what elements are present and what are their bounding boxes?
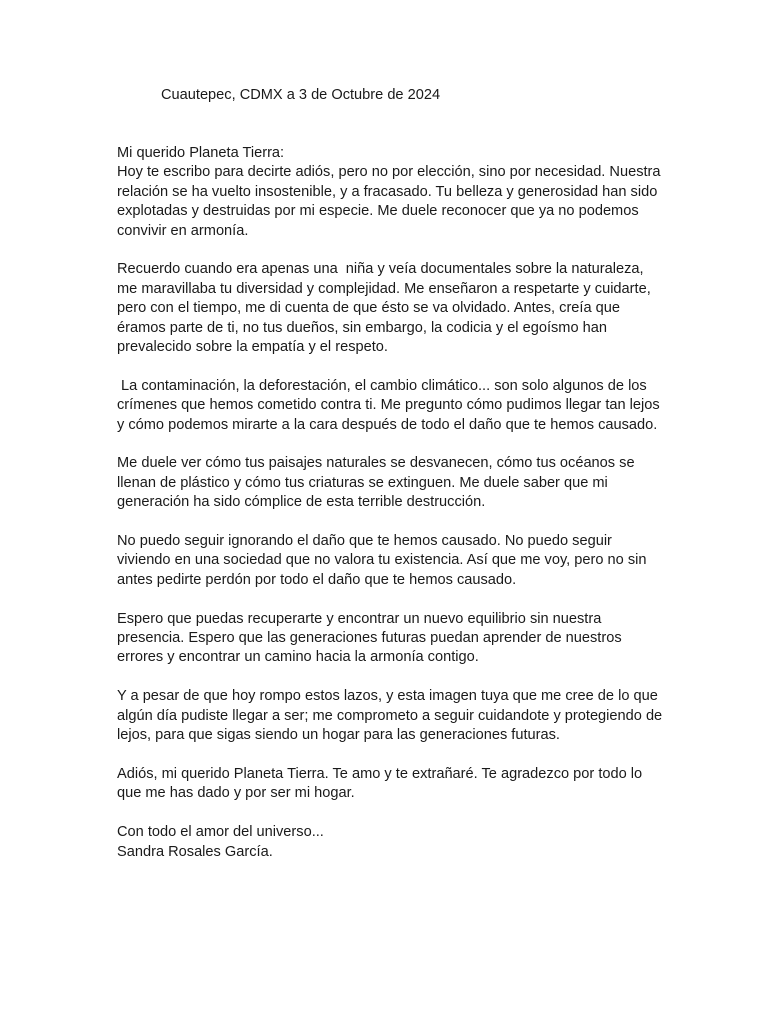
salutation: Mi querido Planeta Tierra: bbox=[117, 145, 285, 161]
paragraph-line: La contaminación, la deforestación, el cambio climático... son solo algunos de los bbox=[117, 377, 647, 394]
paragraph-line: errores y encontrar un camino hacia la armonía contigo. bbox=[117, 649, 479, 666]
paragraph-8 bbox=[117, 765, 657, 804]
paragraph-line: Adiós, mi querido Planeta Tierra. Te amo y te extrañaré. Te agradezco por todo lo bbox=[117, 765, 643, 782]
paragraph-line: Me duele ver cómo tus paisajes naturales se desvanecen, cómo tus océanos se bbox=[117, 455, 635, 472]
paragraph-line: relación se ha vuelto insostenible, y a fracasado. Tu belleza y generosidad han sido bbox=[117, 183, 658, 200]
paragraph-line: me maravillaba tu diversidad y complejidad. Me enseñaron a respetarte y cuidarte, bbox=[117, 280, 651, 297]
paragraph-7 bbox=[117, 687, 663, 745]
paragraph-line: prevalecido sobre la empatía y el respeto. bbox=[117, 339, 388, 356]
place-date-line: Cuautepec, CDMX a 3 de Octubre de 2024 bbox=[161, 87, 441, 103]
closing-line: Con todo el amor del universo... bbox=[117, 824, 324, 841]
paragraph-line: Hoy te escribo para decirte adiós, pero no por elección, sino por necesidad. Nuestra bbox=[117, 164, 661, 181]
paragraph-line: que me has dado y por ser mi hogar. bbox=[117, 785, 355, 802]
paragraph-line: Espero que puedas recuperarte y encontrar un nuevo equilibrio sin nuestra bbox=[117, 610, 602, 627]
paragraph-1 bbox=[117, 163, 661, 241]
paragraph-5 bbox=[117, 532, 657, 590]
paragraph-line: algún día pudiste llegar a ser; me comprometo a seguir cuidandote y protegiendo de bbox=[117, 707, 663, 724]
paragraph-3 bbox=[117, 377, 660, 435]
paragraph-line: crímenes que hemos cometido contra ti. Me pregunto cómo pudimos llegar tan lejos bbox=[117, 397, 660, 414]
paragraph-line: convivir en armonía. bbox=[117, 222, 249, 239]
paragraph-line: pero con el tiempo, me di cuenta de que ésto se va olvidado. Antes, creía que bbox=[117, 300, 620, 317]
paragraph-line: éramos parte de ti, no tus dueños, sin embargo, la codicia y el egoísmo han bbox=[117, 319, 607, 336]
paragraph-2 bbox=[117, 260, 657, 357]
paragraph-4 bbox=[117, 454, 657, 512]
signature: Sandra Rosales García. bbox=[117, 843, 273, 860]
paragraph-line: viviendo en una sociedad que no valora tu existencia. Así que me voy, pero no sin bbox=[117, 552, 647, 569]
closing-block bbox=[117, 823, 657, 862]
paragraph-line: generación ha sido cómplice de esta terrible destrucción. bbox=[117, 494, 486, 511]
paragraph-6 bbox=[117, 610, 657, 668]
paragraph-line: lejos, para que sigas siendo un hogar para las generaciones futuras. bbox=[117, 727, 560, 744]
paragraph-line: explotadas y destruidas por mi especie. Me duele reconocer que ya no podemos bbox=[117, 203, 639, 220]
letter-body bbox=[117, 144, 663, 862]
paragraph-line: presencia. Espero que las generaciones futuras puedan aprender de nuestros bbox=[117, 630, 622, 647]
paragraph-line: y cómo podemos mirarte a la cara después de todo el daño que te hemos causado. bbox=[117, 416, 658, 433]
paragraph-line: Y a pesar de que hoy rompo estos lazos, y esta imagen tuya que me cree de lo que bbox=[117, 688, 658, 705]
paragraph-line: llenan de plástico y cómo tus criaturas se extinguen. Me duele saber que mi bbox=[117, 474, 608, 491]
paragraph-line: Recuerdo cuando era apenas una niña y veía documentales sobre la naturaleza, bbox=[117, 261, 644, 278]
paragraph-line: No puedo seguir ignorando el daño que te hemos causado. No puedo seguir bbox=[117, 533, 612, 550]
paragraph-line: antes pedirte perdón por todo el daño que te hemos causado. bbox=[117, 571, 517, 588]
